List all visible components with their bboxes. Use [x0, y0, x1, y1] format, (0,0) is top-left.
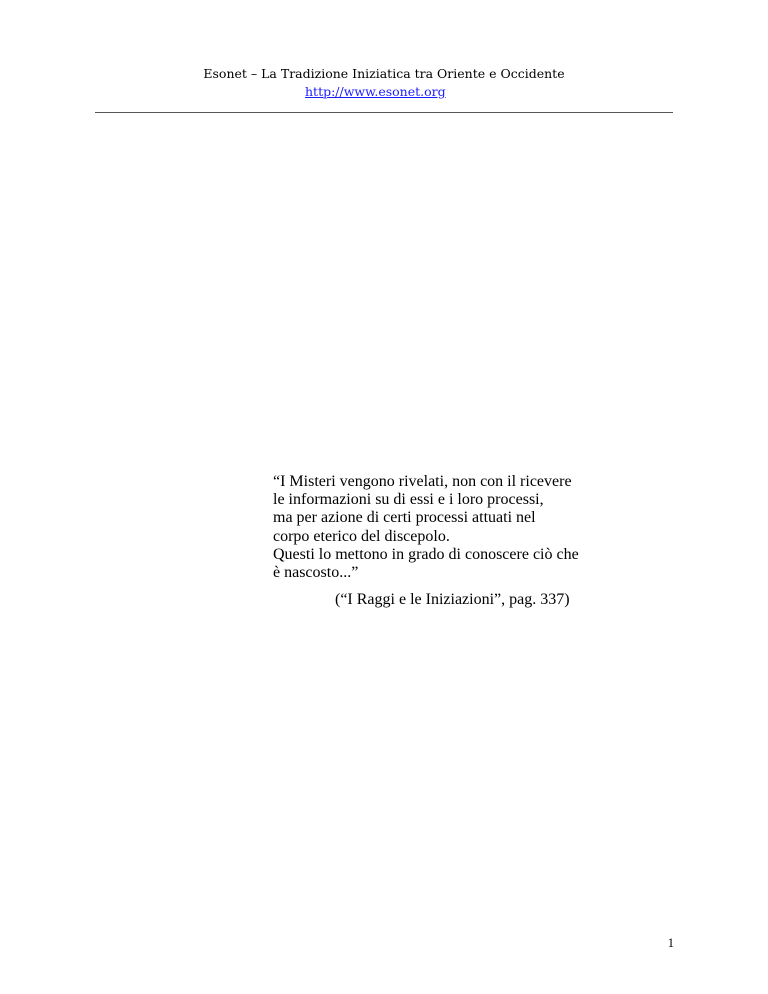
header-title: Esonet – La Tradizione Iniziatica tra Oriente e Occidente	[203, 66, 565, 81]
quote-line: è nascosto...”	[273, 564, 359, 582]
website-link[interactable]: http://www.esonet.org	[305, 84, 446, 99]
quote-line: Questi lo mettono in grado di conoscere ciò che	[273, 545, 579, 563]
quote-line: corpo eterico del discepolo.	[273, 527, 450, 545]
page-number: 1	[667, 936, 674, 950]
quote-citation: (“I Raggi e le Iniziazioni”, pag. 337)	[335, 591, 570, 608]
quote-line: le informazioni su di essi e i loro processi,	[273, 491, 544, 509]
quote-line: ma per azione di certi processi attuati nel	[273, 509, 536, 527]
header-divider	[95, 112, 673, 113]
quote-block	[273, 473, 579, 582]
quote-line: “I Misteri vengono rivelati, non con il ricevere	[273, 473, 572, 490]
